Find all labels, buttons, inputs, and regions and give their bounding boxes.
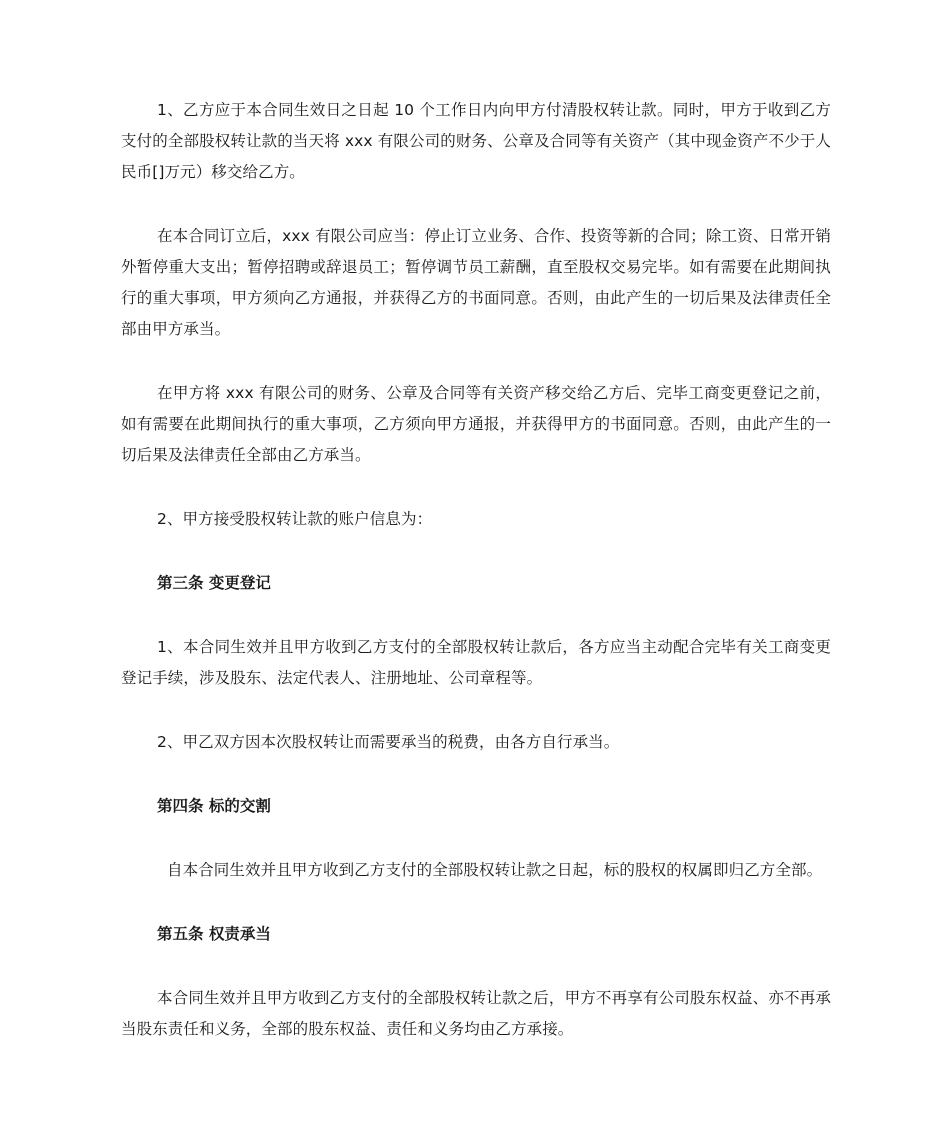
paragraph-delivery: 自本合同生效并且甲方收到乙方支付的全部股权转让款之日起，标的股权的权属即归乙方全部。 <box>167 861 823 879</box>
paragraph-interim-restrictions: 在本合同订立后，xxx 有限公司应当：停止订立业务、合作、投资等新的合同；除工资、日常开销外暂停重大支出；暂停招聘或辞退员工；暂停调节员工薪酬，直至股权交易完毕。如有需要在此期间执行的重大事项，甲方须向乙方通报，并获得乙方的书面同意。否则，由此产生的一切后果及法律责任全部由甲方承当。 <box>121 227 831 338</box>
paragraph-account-info: 2、甲方接受股权转让款的账户信息为： <box>157 510 433 528</box>
heading-article-4: 第四条 标的交割 <box>157 797 271 815</box>
paragraph-payment-terms: 1、乙方应于本合同生效日之日起 10 个工作日内向甲方付清股权转让款。同时，甲方于收到乙方支付的全部股权转让款的当天将 xxx 有限公司的财务、公章及合同等有关资产（其中现金资产不少于人民币[]万元）移交给乙方。 <box>121 101 831 181</box>
heading-article-3: 第三条 变更登记 <box>157 574 271 592</box>
document-body <box>121 95 831 1045</box>
heading-article-5: 第五条 权责承当 <box>157 925 271 943</box>
paragraph-rights-responsibilities: 本合同生效并且甲方收到乙方支付的全部股权转让款之后，甲方不再享有公司股东权益、亦不再承当股东责任和义务，全部的股东权益、责任和义务均由乙方承接。 <box>121 989 831 1038</box>
paragraph-registration-change: 1、本合同生效并且甲方收到乙方支付的全部股权转让款后，各方应当主动配合完毕有关工商变更登记手续，涉及股东、法定代表人、注册地址、公司章程等。 <box>121 638 831 687</box>
paragraph-taxes: 2、甲乙双方因本次股权转让而需要承当的税费，由各方自行承当。 <box>157 733 620 751</box>
paragraph-post-handover-matters: 在甲方将 xxx 有限公司的财务、公章及合同等有关资产移交给乙方后、完毕工商变更登记之前，如有需要在此期间执行的重大事项，乙方须向甲方通报，并获得甲方的书面同意。否则，由此产生的一切后果及法律责任全部由乙方承当。 <box>121 384 831 464</box>
